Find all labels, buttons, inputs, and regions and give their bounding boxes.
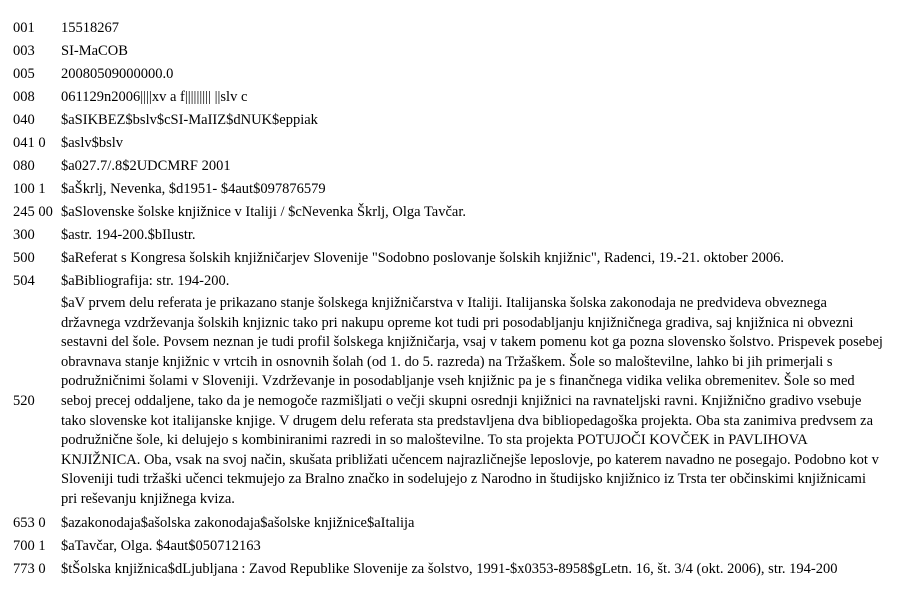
- field-tag: 080: [13, 158, 35, 174]
- marc-field-504: [13, 270, 893, 293]
- marc-field-500: [13, 247, 893, 270]
- field-tag: 040: [13, 112, 35, 128]
- field-tag: 100 1: [13, 181, 46, 197]
- field-value: $aBibliografija: str. 194-200.: [61, 273, 230, 289]
- marc-field-080: [13, 155, 893, 178]
- field-tag: 008: [13, 89, 35, 105]
- field-value: $aReferat s Kongresa šolskih knjižničarjev Slovenije "Sodobno poslovanje šolskih knjižnic", Radenci, 19.-21. oktober 2006.: [61, 250, 785, 266]
- marc-field-041: [13, 132, 893, 155]
- marc-field-300: [13, 224, 893, 247]
- field-value: $azakonodaja$ašolska zakonodaja$ašolske knjižnice$aItalija: [61, 514, 415, 531]
- field-value: $aŠkrlj, Nevenka, $d1951- $4aut$097876579: [61, 181, 326, 197]
- marc-field-040: [13, 109, 893, 132]
- field-tag: 653 0: [13, 514, 46, 531]
- field-tag: 773 0: [13, 560, 46, 577]
- field-value: $a027.7/.8$2UDCMRF 2001: [61, 158, 231, 174]
- field-value: $astr. 194-200.$bIlustr.: [61, 227, 196, 243]
- field-tag: 300: [13, 227, 35, 243]
- marc-field-100: [13, 178, 893, 201]
- field-value: $aSIKBEZ$bslv$cSI-MaIIZ$dNUK$eppiak: [61, 112, 318, 128]
- field-tag: 041 0: [13, 135, 46, 151]
- field-tag: 500: [13, 250, 35, 266]
- marc-field-001: [13, 17, 893, 40]
- marc-field-520: [13, 293, 893, 512]
- field-tag: 520: [13, 392, 35, 409]
- marc-field-003: [13, 40, 893, 63]
- marc-field-245: [13, 201, 893, 224]
- field-tag: 003: [13, 43, 35, 59]
- field-value-summary: $aV prvem delu referata je prikazano stanje šolskega knjižničarstva v Italiji. Italijanska šolska zakonodaja ne predvideva obveznega državnega vzdrževanja šolskih knjiznic tako pri nakupu opreme kot tudi pri posodabljanju knjižničnega gradiva, saj knjižnica ni obvezni sestavni del šole. Povsem neznan je tudi profil šolskega knjižničarja, vsaj v takem pomenu kot ga pozna slovensko šolstvo. Prispevek posebej obravnava stanje knjižnic v vrtcih in osnovnih šolah (od 1. do 5. razreda) na Tržaškem. Šole so maloštevilne, lahko bi jih primerjali s podružničnimi šolami v Sloveniji. Vzdrževanje in posodabljanje vseh knjižnic pa je s finančnega vidika velika obremenitev. Šole so med seboj precej oddaljene, tako da je nemogoče razmišljati o večji skupni osrednji knjižnici na ravnateljski ravni. Knjižnično gradivo vsebuje tako slovenske kot italijanske knjige. V drugem delu referata sta predstavljena dva bibliopedagoška projekta. Oba sta zanimiva predvsem za podružnične šole, ki delujejo s kombiniranimi razredi in so maloštevilne. To sta projekta POTUJOČI KOVČEK in PAVLIHOVA KNJIŽNICA. Oba, vsak na svoj način, skušata približati učencem najrazličnejše leposlovje, po katerem navadno ne posegajo. Podobno kot v Sloveniji tudi tržaški učenci tekmujejo za Bralno značko in sodelujejo z Narodno in študijsko knjižnico iz Trsta ter občinskimi knjižnicami pri reševanju knjižnega kviza.: [61, 295, 883, 507]
- field-value: $tŠolska knjižnica$dLjubljana : Zavod Republike Slovenije za šolstvo, 1991-$x0353-8958$gLetn. 16, št. 3/4 (okt. 2006), str. 194-200: [61, 560, 838, 577]
- field-value: 15518267: [61, 20, 119, 36]
- marc-field-700: [13, 535, 893, 558]
- marc-field-008: [13, 86, 893, 109]
- field-value: 20080509000000.0: [61, 66, 174, 82]
- field-value: $aTavčar, Olga. $4aut$050712163: [61, 537, 261, 554]
- field-value: SI-MaCOB: [61, 43, 128, 59]
- field-value: 061129n2006||||xv a f||||||||| ||slv c: [61, 89, 248, 105]
- marc-record-table: [13, 17, 893, 581]
- field-tag: 005: [13, 66, 35, 82]
- field-value: $aslv$bslv: [61, 135, 124, 151]
- field-value: $aSlovenske šolske knjižnice v Italiji / $cNevenka Škrlj, Olga Tavčar.: [61, 204, 467, 220]
- field-tag: 700 1: [13, 537, 46, 554]
- marc-field-653: [13, 512, 893, 535]
- field-tag: 001: [13, 20, 35, 36]
- marc-field-773: [13, 558, 893, 581]
- field-tag: 504: [13, 273, 35, 289]
- marc-field-005: [13, 63, 893, 86]
- field-tag: 245 00: [13, 204, 53, 220]
